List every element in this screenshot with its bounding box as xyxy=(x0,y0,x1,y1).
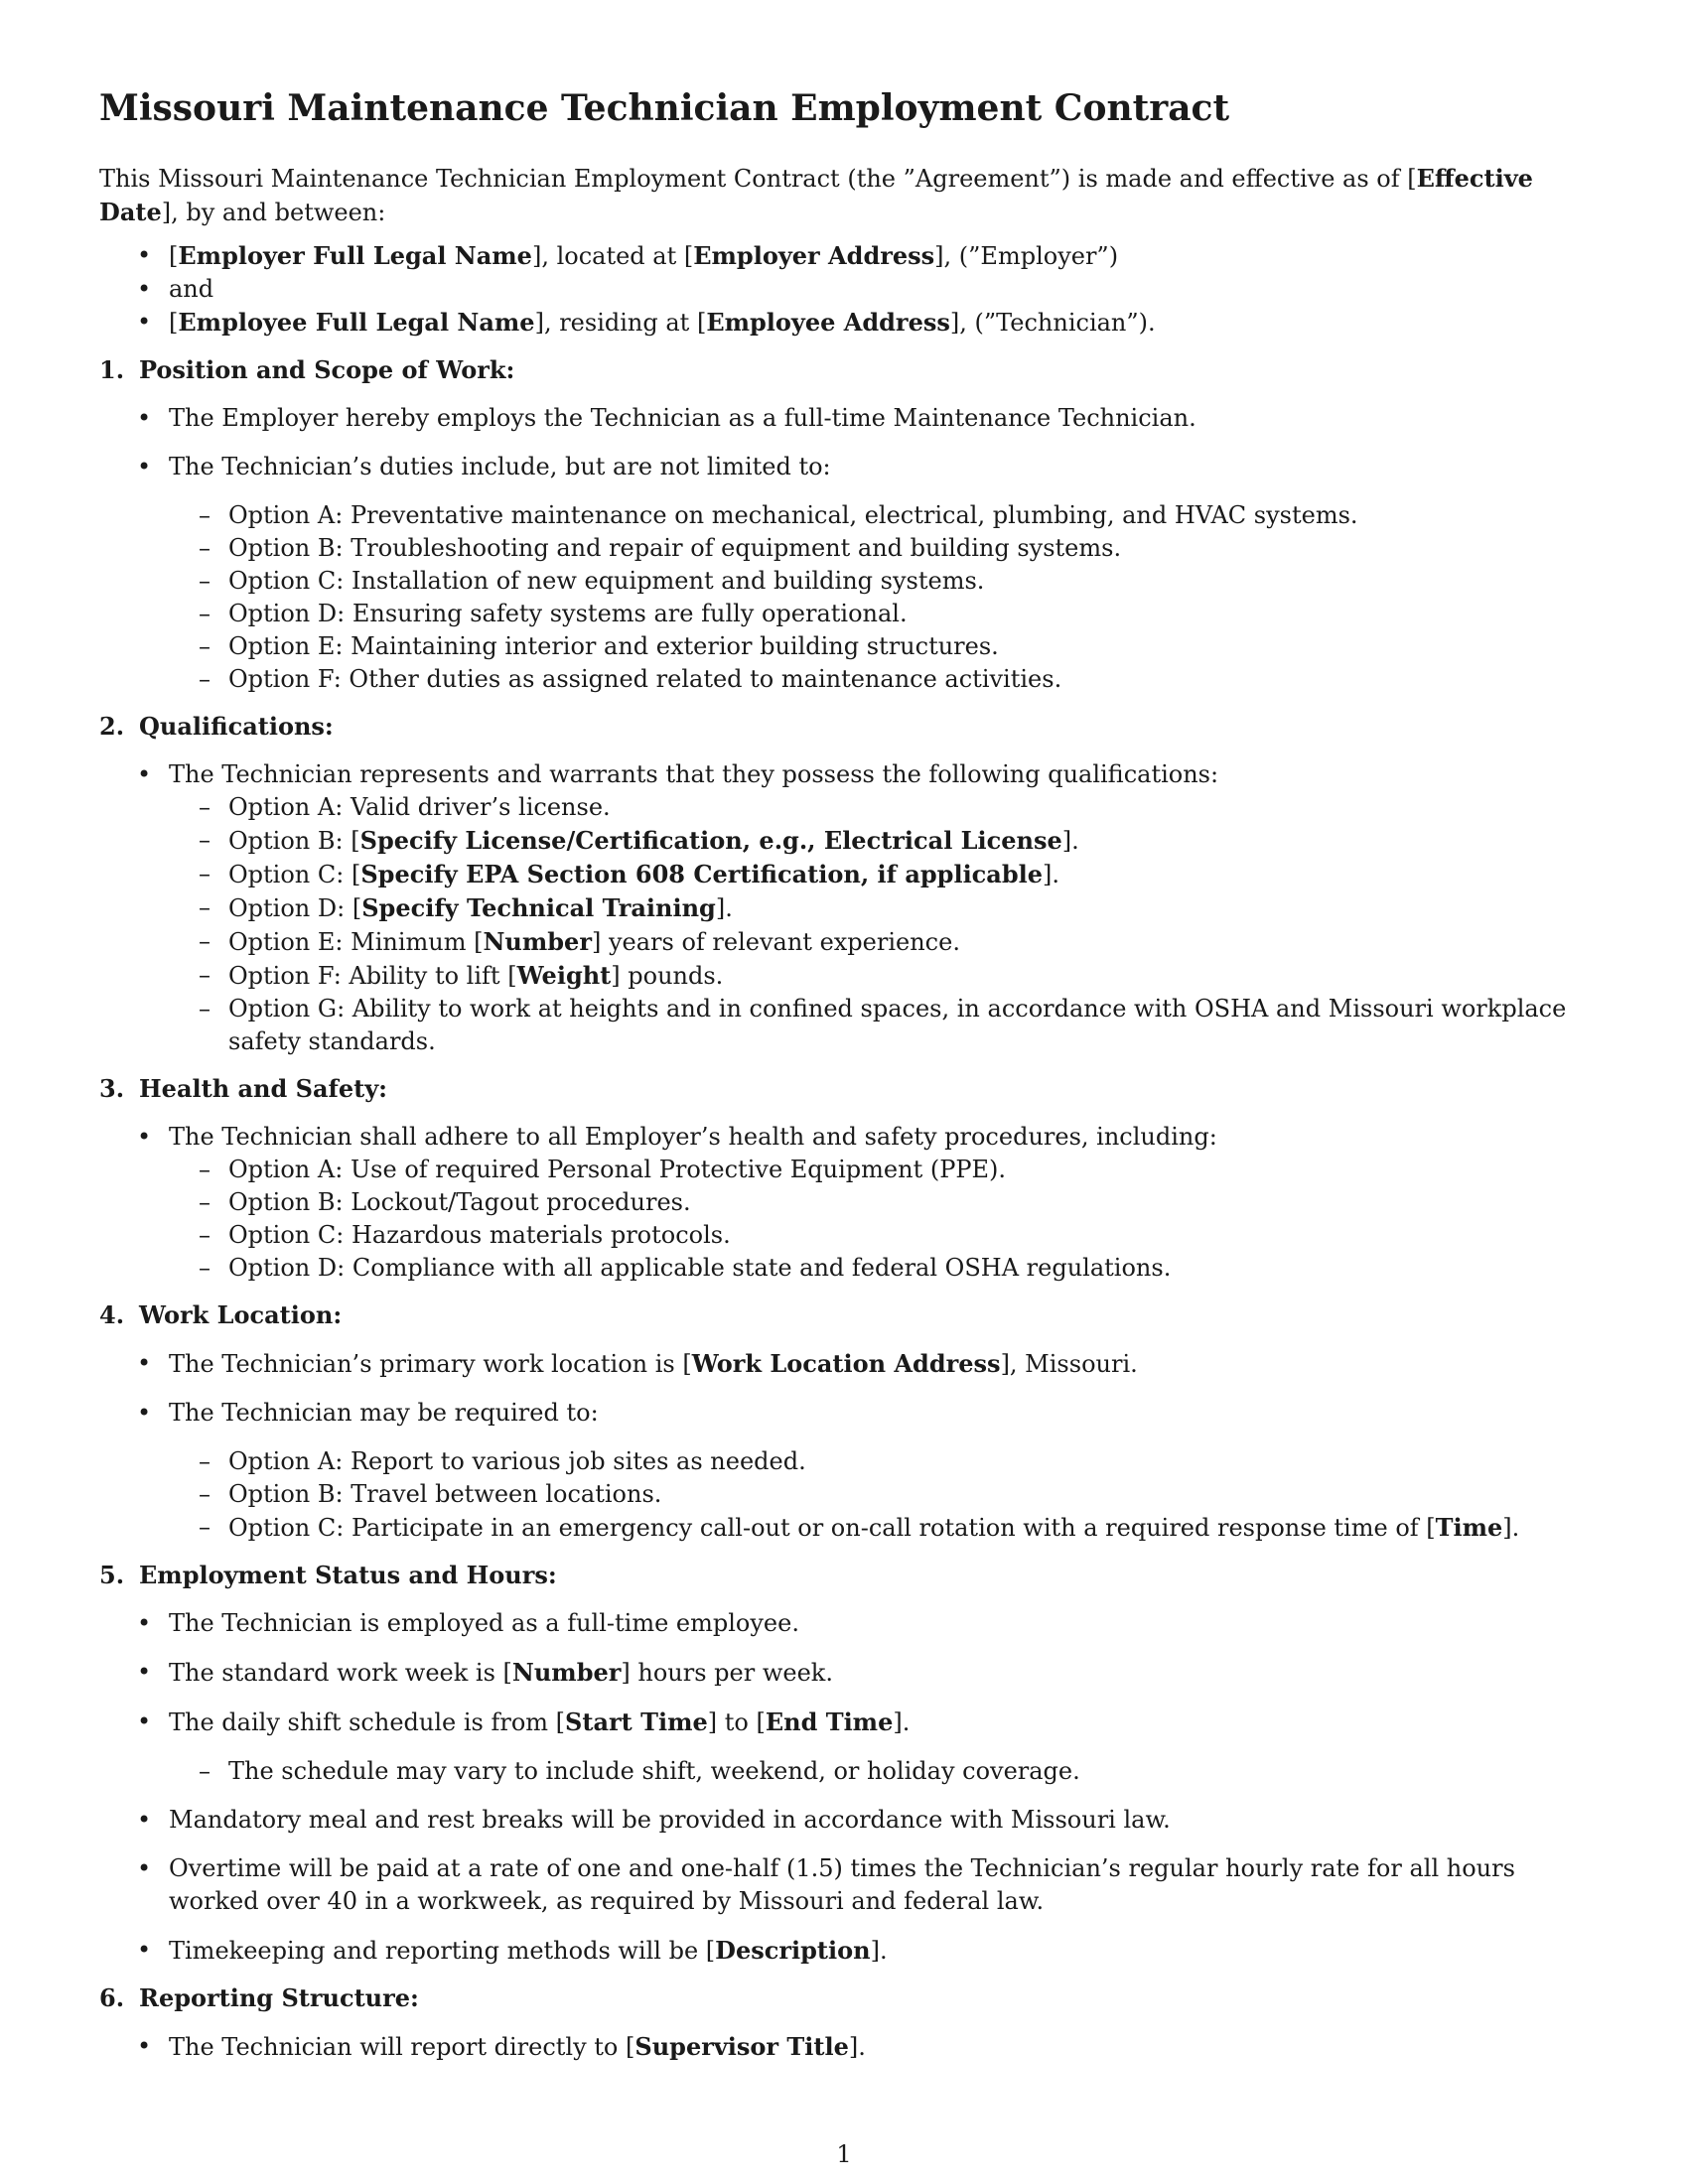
option-item xyxy=(169,858,1589,891)
option-text: Option E: Minimum [ xyxy=(228,928,484,957)
section-position-scope xyxy=(99,353,1589,696)
option-text: ] pounds. xyxy=(611,962,724,991)
license-placeholder: Specify License/Certification, e.g., Electrical License xyxy=(359,826,1062,856)
option-item xyxy=(169,891,1589,925)
time-placeholder: Time xyxy=(1435,1513,1503,1543)
bullet-timekeeping xyxy=(99,1934,1589,1968)
bullet-qualifications xyxy=(99,758,1589,1058)
section-bullets xyxy=(99,2030,1589,2064)
week-text: ] hours per week. xyxy=(621,1659,833,1688)
option-item: – Option A: Valid driver’s license. xyxy=(169,791,1589,824)
option-item: – Option B: Troubleshooting and repair of equipment and building systems. xyxy=(169,532,1589,565)
sections-list xyxy=(99,353,1589,2064)
bullet-safety xyxy=(99,1121,1589,1285)
duties-options xyxy=(99,499,1589,696)
section-bullets xyxy=(99,758,1589,1058)
section-heading xyxy=(99,1298,1589,1331)
bullet-may-require xyxy=(99,1397,1589,1545)
shift-text: ]. xyxy=(893,1708,911,1737)
party-and: • and xyxy=(99,273,1589,306)
parties-list xyxy=(99,239,1589,340)
employer-name-placeholder: Employer Full Legal Name xyxy=(178,241,532,271)
employee-name-placeholder: Employee Full Legal Name xyxy=(178,308,535,338)
document-title: Missouri Maintenance Technician Employment Contract xyxy=(99,87,1230,129)
section-number: 1. xyxy=(99,355,125,385)
shift-text: ] to [ xyxy=(707,1708,766,1737)
employee-address-placeholder: Employee Address xyxy=(706,308,950,338)
section-heading xyxy=(99,710,1589,743)
intro-paragraph xyxy=(99,162,1589,229)
weight-placeholder: Weight xyxy=(516,961,612,991)
qualifications-lead: The Technician represents and warrants that they possess the following qualifications: xyxy=(169,760,1219,789)
bullet-overtime: • Overtime will be paid at a rate of one and one-half (1.5) times the Technician’s regular hourly rate for all hours worked over 40 in a workweek, as required by Missouri and federal law. xyxy=(99,1852,1589,1918)
intro-text-before: This Missouri Maintenance Technician Employment Contract (the ”Agreement”) is made and effective as of [ xyxy=(99,165,1417,194)
bullet-primary-location xyxy=(99,1347,1589,1381)
option-text: Option C: [ xyxy=(228,861,361,889)
bullet-duties xyxy=(99,451,1589,696)
section-bullets xyxy=(99,1347,1589,1545)
section-heading xyxy=(99,1559,1589,1591)
option-item: – Option C: Installation of new equipment and building systems. xyxy=(169,565,1589,598)
hours-placeholder: Number xyxy=(511,1658,622,1688)
bullet-work-week xyxy=(99,1656,1589,1690)
years-placeholder: Number xyxy=(483,927,592,957)
bullet-employ: • The Employer hereby employs the Technician as a full-time Maintenance Technician. xyxy=(99,402,1589,435)
option-text: ]. xyxy=(715,894,733,923)
section-number: 4. xyxy=(99,1300,125,1330)
safety-options xyxy=(99,1154,1589,1285)
may-require-lead: The Technician may be required to: xyxy=(169,1399,599,1428)
week-text: The standard work week is [ xyxy=(169,1659,512,1688)
option-item: – Option F: Other duties as assigned related to maintenance activities. xyxy=(169,663,1589,696)
option-item: – Option D: Compliance with all applicable state and federal OSHA regulations. xyxy=(169,1252,1589,1285)
option-item: – Option B: Lockout/Tagout procedures. xyxy=(169,1186,1589,1219)
shift-notes xyxy=(99,1755,1589,1788)
employee-residing-at: ], residing at [ xyxy=(534,309,707,338)
location-options xyxy=(99,1445,1589,1545)
option-item: – Option A: Report to various job sites as needed. xyxy=(169,1445,1589,1478)
party-employee: • [Employee Full Legal Name], residing at [Employee Address], (”Technician”). xyxy=(99,306,1589,340)
option-item: – Option G: Ability to work at heights and in confined spaces, in accordance with OSHA and Missouri workplace safety standards. xyxy=(169,993,1589,1058)
option-item xyxy=(169,1511,1589,1545)
section-bullets xyxy=(99,1607,1589,1968)
page-number: 1 xyxy=(836,2140,852,2168)
option-text: Option B: [ xyxy=(228,827,360,856)
description-placeholder: Description xyxy=(715,1936,871,1966)
option-text: Option C: Participate in an emergency call-out or on-call rotation with a required response time of [ xyxy=(228,1514,1436,1543)
option-text: ]. xyxy=(1502,1514,1520,1543)
section-number: 2. xyxy=(99,712,125,742)
bullet-shift-schedule xyxy=(99,1706,1589,1788)
section-title: Position and Scope of Work: xyxy=(139,355,515,385)
report-text: The Technician will report directly to [ xyxy=(169,2033,635,2062)
option-item xyxy=(169,959,1589,993)
section-bullets xyxy=(99,402,1589,696)
safety-lead: The Technician shall adhere to all Employer’s health and safety procedures, including: xyxy=(169,1123,1217,1152)
section-qualifications xyxy=(99,710,1589,1058)
epa-certification-placeholder: Specify EPA Section 608 Certification, if applicable xyxy=(360,860,1044,889)
option-text: ]. xyxy=(1043,861,1060,889)
report-text: ]. xyxy=(848,2033,866,2062)
option-item: – Option A: Use of required Personal Protective Equipment (PPE). xyxy=(169,1154,1589,1186)
section-number: 3. xyxy=(99,1074,125,1104)
section-employment-hours xyxy=(99,1559,1589,1968)
section-bullets xyxy=(99,1121,1589,1285)
duties-lead: The Technician’s duties include, but are not limited to: xyxy=(169,453,831,481)
section-title: Employment Status and Hours: xyxy=(139,1561,557,1590)
option-item: – Option B: Travel between locations. xyxy=(169,1478,1589,1511)
timekeeping-text: ]. xyxy=(870,1937,888,1966)
employer-address-placeholder: Employer Address xyxy=(693,241,935,271)
bullet-fulltime: • The Technician is employed as a full-time employee. xyxy=(99,1607,1589,1640)
timekeeping-text: Timekeeping and reporting methods will be [ xyxy=(169,1937,716,1966)
option-item: – Option E: Maintaining interior and exterior building structures. xyxy=(169,630,1589,663)
section-work-location xyxy=(99,1298,1589,1545)
employee-suffix: ], (”Technician”). xyxy=(949,309,1156,338)
option-text: ]. xyxy=(1061,827,1079,856)
section-heading xyxy=(99,1981,1589,2014)
qualifications-options xyxy=(99,791,1589,1058)
option-item: – Option D: Ensuring safety systems are fully operational. xyxy=(169,598,1589,630)
effective-date-placeholder: Effective Date xyxy=(99,164,1533,227)
party-employer: • [Employer Full Legal Name], located at [Employer Address], (”Employer”) xyxy=(99,239,1589,273)
intro-text-after: ], by and between: xyxy=(161,199,386,227)
option-item: – Option C: Hazardous materials protocols. xyxy=(169,1219,1589,1252)
section-heading xyxy=(99,353,1589,386)
option-item xyxy=(169,824,1589,858)
option-item xyxy=(169,925,1589,959)
section-title: Qualifications: xyxy=(139,712,334,742)
option-item: – Option A: Preventative maintenance on mechanical, electrical, plumbing, and HVAC systems. xyxy=(169,499,1589,532)
work-location-placeholder: Work Location Address xyxy=(691,1349,1001,1379)
section-number: 6. xyxy=(99,1983,125,2013)
document-page xyxy=(99,87,1589,2078)
supervisor-title-placeholder: Supervisor Title xyxy=(634,2032,849,2062)
option-text: ] years of relevant experience. xyxy=(591,928,960,957)
section-number: 5. xyxy=(99,1561,125,1590)
section-title: Reporting Structure: xyxy=(139,1983,419,2013)
employer-suffix: ], (”Employer”) xyxy=(934,242,1119,271)
option-text: Option D: [ xyxy=(228,894,362,923)
bullet-breaks: • Mandatory meal and rest breaks will be provided in accordance with Missouri law. xyxy=(99,1804,1589,1837)
section-reporting-structure xyxy=(99,1981,1589,2064)
section-heading xyxy=(99,1072,1589,1105)
option-item: – The schedule may vary to include shift, weekend, or holiday coverage. xyxy=(169,1755,1589,1788)
employer-located-at: ], located at [ xyxy=(531,242,694,271)
training-placeholder: Specify Technical Training xyxy=(361,893,716,923)
end-time-placeholder: End Time xyxy=(765,1707,894,1737)
section-title: Work Location: xyxy=(139,1300,343,1330)
bullet-report-to xyxy=(99,2030,1589,2064)
shift-text: The daily shift schedule is from [ xyxy=(169,1708,566,1737)
section-health-safety xyxy=(99,1072,1589,1285)
option-text: Option F: Ability to lift [ xyxy=(228,962,517,991)
section-title: Health and Safety: xyxy=(139,1074,388,1104)
location-text: ], Missouri. xyxy=(1000,1350,1138,1379)
location-text: The Technician’s primary work location is [ xyxy=(169,1350,692,1379)
start-time-placeholder: Start Time xyxy=(565,1707,708,1737)
